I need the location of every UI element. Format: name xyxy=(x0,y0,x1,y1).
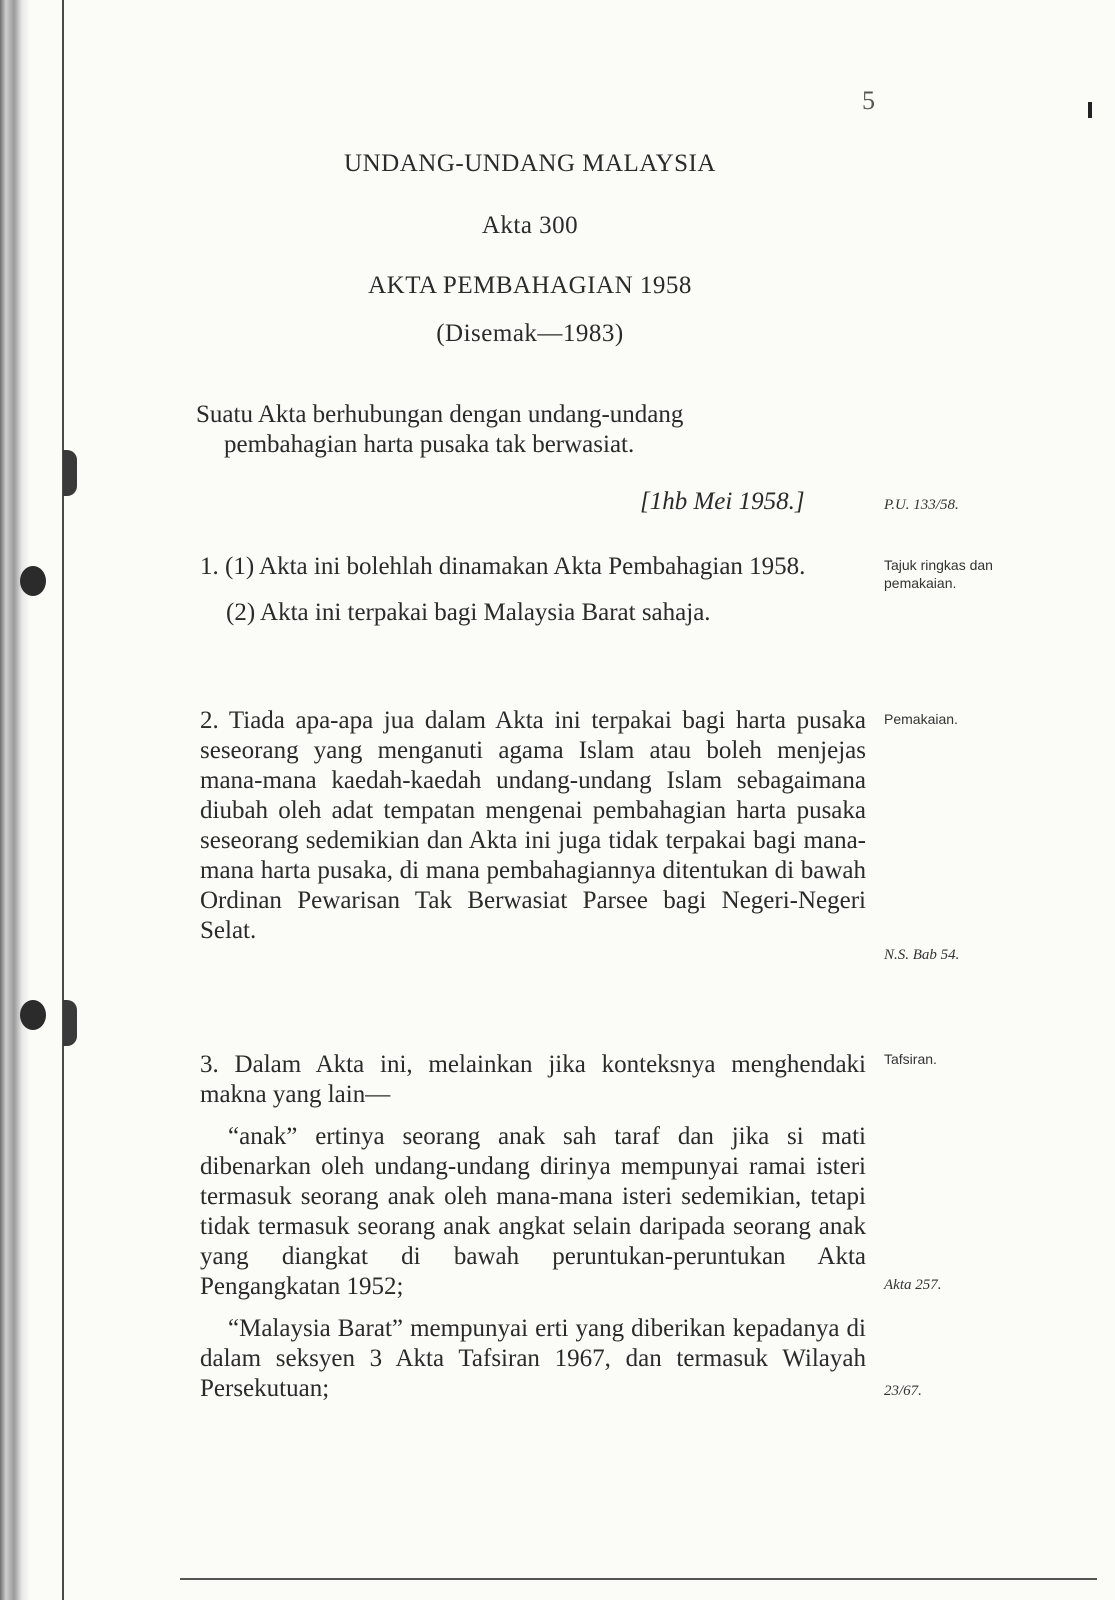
margin-note-interpretation: Tafsiran. xyxy=(884,1051,937,1067)
long-title-line: Suatu Akta berhubungan dengan undang-undang xyxy=(196,401,684,428)
margin-note-application: Pemakaian. xyxy=(884,711,958,727)
long-title-line: pembahagian harta pusaka tak berwasiat. xyxy=(224,431,635,458)
act-number: Akta 300 xyxy=(481,212,579,239)
definition-anak: “anak” ertinya seorang anak sah taraf dan jika si mati dibenarkan oleh undang-undang dirinya mempunyai ramai isteri termasuk seorang anak oleh mana-mana isteri sedemikian, tetapi tidak termasuk seorang anak angkat selain daripada seorang anak yang diangkat di bawah peruntukan-peruntukan Akta Pengangkatan 1952; xyxy=(200,1123,866,1300)
margin-note-23-67: 23/67. xyxy=(884,1383,922,1399)
definition-malaysia-barat: “Malaysia Barat” mempunyai erti yang diberikan kepadanya di dalam seksyen 3 Akta Tafsiran 1967, dan termasuk Wilayah Persekutuan; xyxy=(200,1315,866,1402)
act-name: AKTA PEMBAHAGIAN 1958 xyxy=(368,272,692,299)
margin-note-akta-257: Akta 257. xyxy=(884,1277,942,1293)
punch-hole xyxy=(20,1000,46,1030)
binding-clip xyxy=(63,1000,77,1046)
page-number: 5 xyxy=(862,86,875,115)
binding-line xyxy=(62,0,64,1600)
section-1-sub-2: (2) Akta ini terpakai bagi Malaysia Barat sahaja. xyxy=(226,599,711,626)
section-2: 2. Tiada apa-apa jua dalam Akta ini terpakai bagi harta pusaka seseorang yang menganuti agama Islam atau boleh menjejas mana-mana kaedah-kaedah undang-undang Islam sebagaimana diubah oleh adat tempatan mengenai pembahagian harta pusaka seseorang sedemikian dan Akta ini juga tidak terpakai bagi mana-mana harta pusaka, di mana pembahagiannya ditentukan di bawah Ordinan Pewarisan Tak Berwasiat Parsee bagi Negeri-Negeri Selat. xyxy=(200,707,866,944)
margin-note-short-title: Tajuk ringkas dan pemakaian. xyxy=(884,557,993,591)
punch-hole xyxy=(20,566,46,596)
commencement-date: [1hb Mei 1958.] xyxy=(640,488,805,515)
scan-mark xyxy=(1088,102,1092,118)
binding-clip xyxy=(63,450,77,496)
section-3 xyxy=(200,1050,866,1404)
margin-note-pu: P.U. 133/58. xyxy=(884,497,959,513)
binding-shadow xyxy=(0,0,30,1600)
section-1 xyxy=(200,552,866,628)
revision-note: (Disemak—1983) xyxy=(436,320,624,347)
law-title: UNDANG-UNDANG MALAYSIA xyxy=(344,150,716,177)
section-3-intro: 3. Dalam Akta ini, melainkan jika konteksnya menghendaki makna yang lain— xyxy=(200,1051,866,1108)
section-1-sub-1: 1. (1) Akta ini bolehlah dinamakan Akta Pembahagian 1958. xyxy=(200,553,806,580)
long-title xyxy=(196,400,864,460)
bottom-rule xyxy=(180,1578,1097,1580)
margin-note-ns: N.S. Bab 54. xyxy=(884,947,960,963)
